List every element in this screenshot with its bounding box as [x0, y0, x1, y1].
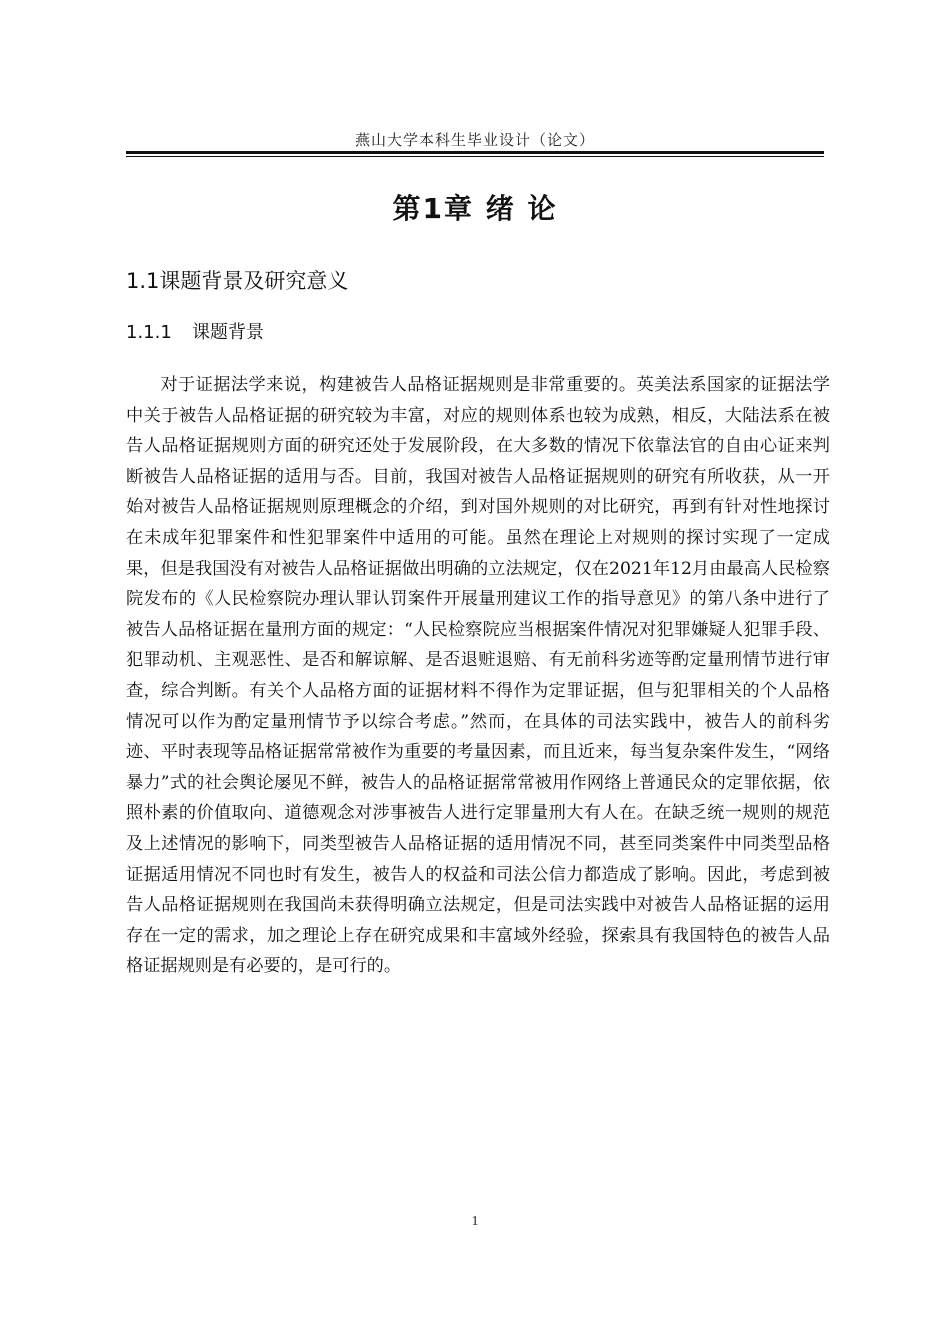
subsection-number: 1.1.1 — [126, 322, 172, 343]
section-heading: 1.1课题背景及研究意义 — [126, 269, 349, 293]
header-rule-thin — [126, 156, 824, 157]
page-number: 1 — [471, 1214, 479, 1229]
running-header: 燕山大学本科生毕业设计（论文） — [354, 131, 595, 149]
body-paragraph: 对于证据法学来说，构建被告人品格证据规则是非常重要的。英美法系国家的证据法学中关于被告人品格证据的研究较为丰富，对应的规则体系也较为成熟，相反，大陆法系在被告人品格证据规则方面的研究还处于发展阶段，在大多数的情况下依靠法官的自由心证来判断被告人品格证据的适用与否。目前，我国对被告人品格证据规则的研究有所收获，从一开始对被告人品格证据规则原理概念的介绍，到对国外规则的对比研究，再到有针对性地探讨在未成年犯罪案件和性犯罪案件中适用的可能。虽然在理论上对规则的探讨实现了一定成果，但是我国没有对被告人品格证据做出明确的立法规定，仅在2021年12月由最高人民检察院发布的《人民检察院办理认罪认罚案件开展量刑建议工作的指导意见》的第八条中进行了被告人品格证据在量刑方面的规定：“人民检察院应当根据案件情况对犯罪嫌疑人犯罪手段、犯罪动机、主观恶性、是否和解谅解、是否退赃退赔、有无前科劣迹等酌定量刑情节进行审查，综合判断。有关个人品格方面的证据材料不得作为定罪证据，但与犯罪相关的个人品格情况可以作为酌定量刑情节予以综合考虑。”然而，在具体的司法实践中，被告人的前科劣迹、平时表现等品格证据常常被作为重要的考量因素，而且近来，每当复杂案件发生，“网络暴力”式的社会舆论屡见不鲜，被告人的品格证据常常被用作网络上普通民众的定罪依据，依照朴素的价值取向、道德观念对涉事被告人进行定罪量刑大有人在。在缺乏统一规则的规范及上述情况的影响下，同类型被告人品格证据的适用情况不同，甚至同类案件中同类型品格证据适用情况不同也时有发生，被告人的权益和司法公信力都造成了影响。因此，考虑到被告人品格证据规则在我国尚未获得明确立法规定，但是司法实践中对被告人品格证据的运用存在一定的需求，加之理论上存在研究成果和丰富域外经验，探索具有我国特色的被告人品格证据规则是有必要的，是可行的。 — [126, 375, 830, 977]
chapter-title: 第1章 绪 论 — [392, 192, 558, 225]
subsection-title: 课题背景 — [192, 322, 264, 343]
subsection-heading — [126, 320, 264, 346]
header-rule-thick — [126, 151, 824, 154]
